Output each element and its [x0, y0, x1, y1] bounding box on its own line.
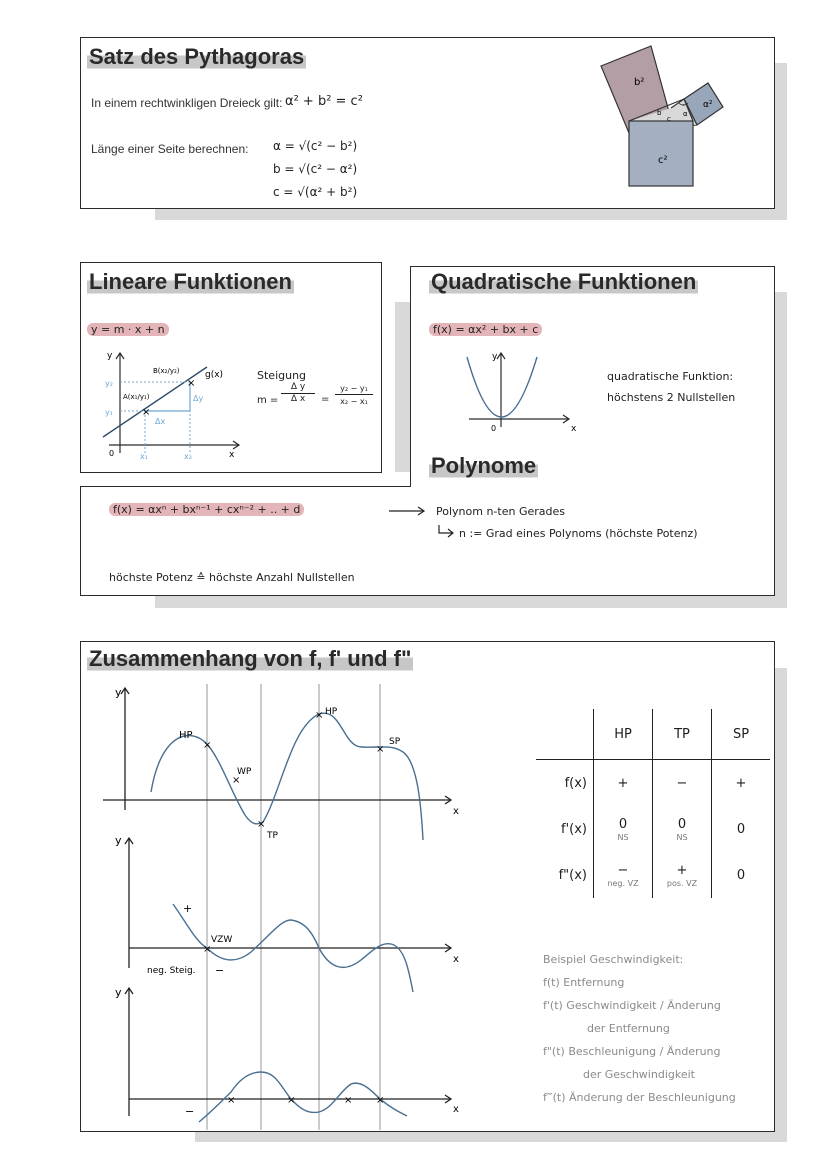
row-label-f: f(x)	[536, 760, 594, 807]
side-length-label: Länge einer Seite berechnen:	[91, 142, 249, 156]
linear-graph	[95, 349, 245, 461]
delta-x-label: Δx	[155, 417, 166, 426]
x-label-3: x	[453, 1104, 459, 1115]
origin-label: 0	[109, 449, 115, 458]
example-line: f"(t) Beschleunigung / Änderung	[543, 1045, 721, 1058]
polynome-bottom-text: höchste Potenz ≙ höchste Anzahl Nullstellen	[109, 571, 355, 584]
cell-sub: neg. VZ	[607, 878, 639, 888]
cell-sub: pos. VZ	[666, 878, 698, 888]
point-a-label: A(x₁/y₁)	[123, 393, 150, 401]
label-a: α	[683, 110, 688, 118]
row-label-f-double-prime: f"(x)	[536, 852, 594, 898]
y2-label: y₂	[105, 379, 113, 388]
pythagoras-statement: In einem rechtwinkligen Dreieck gilt:	[91, 96, 283, 110]
cell: +	[617, 775, 629, 791]
cell: 0	[618, 816, 628, 832]
table-row	[536, 852, 770, 898]
cell: +	[735, 775, 747, 791]
label-c2: c²	[658, 155, 668, 166]
label-minus-2: −	[185, 1105, 195, 1118]
svg-text:×: ×	[287, 1095, 296, 1106]
x-label-2: x	[453, 954, 459, 965]
fraction-delta-den: Δ x	[290, 394, 306, 404]
pythagoras-figure	[596, 41, 756, 191]
example-title: Beispiel Geschwindigkeit:	[543, 953, 684, 966]
svg-text:×: ×	[187, 378, 196, 389]
fraction-coords-den: x₂ − x₁	[340, 397, 368, 406]
table-row	[536, 806, 770, 852]
polynome-degree-text: Polynom n-ten Gerades	[436, 505, 565, 518]
polynome-definition: n := Grad eines Polynoms (höchste Potenz)	[459, 527, 698, 540]
x2-label: x₂	[184, 452, 192, 461]
quadratic-title: Quadratische Funktionen	[431, 269, 697, 294]
zusammenhang-box	[80, 641, 775, 1132]
label-a2: α²	[703, 100, 713, 110]
polynome-title: Polynome	[431, 453, 537, 478]
linear-box	[80, 262, 382, 473]
example-line: f‴(t) Änderung der Beschleunigung	[543, 1091, 736, 1104]
example-line: f'(t) Geschwindigkeit / Änderung	[543, 999, 721, 1012]
equals-sign: =	[321, 394, 330, 405]
example-block	[543, 948, 736, 1109]
cell: −	[617, 862, 629, 878]
sign-table	[536, 709, 770, 898]
svg-text:×: ×	[142, 407, 151, 418]
label-b2: b²	[634, 77, 645, 88]
y-label-1: y	[115, 686, 122, 699]
cell: +	[676, 862, 688, 878]
label-vzw: VZW	[211, 935, 233, 945]
svg-text:×: ×	[376, 1095, 385, 1106]
arrow-icon	[387, 504, 427, 518]
steigung-m: m =	[257, 395, 279, 406]
x1-label: x₁	[140, 452, 148, 461]
svg-text:×: ×	[203, 944, 212, 955]
formula-b: b = √(c² − α²)	[273, 162, 358, 176]
pythagoras-box	[80, 37, 775, 209]
example-line: der Geschwindigkeit	[583, 1068, 695, 1081]
y1-label: y₁	[105, 408, 113, 417]
label-hp-1: HP	[179, 730, 193, 741]
zusammenhang-title: Zusammenhang von f, f' und f"	[89, 646, 412, 671]
cell-sub: NS	[676, 832, 688, 842]
label-minus-1: −	[215, 964, 225, 977]
linear-title: Lineare Funktionen	[89, 269, 292, 294]
label-neg-steig: neg. Steig.	[147, 966, 196, 976]
row-label-f-prime: f'(x)	[536, 806, 594, 852]
label-plus: +	[183, 902, 193, 915]
quadratic-formula: f(x) = αx² + bx + c	[429, 323, 542, 336]
fraction-coords-num: y₂ − y₁	[335, 384, 373, 395]
origin-label: 0	[491, 424, 497, 433]
y-label-2: y	[115, 834, 122, 847]
y-axis-label: y	[107, 351, 113, 361]
svg-text:×: ×	[315, 710, 324, 721]
x-axis-label: x	[229, 450, 235, 460]
x-label-1: x	[453, 806, 459, 817]
steigung-label: Steigung	[257, 369, 307, 382]
header-tp: TP	[653, 709, 712, 760]
fraction-delta	[281, 382, 315, 404]
svg-text:×: ×	[344, 1095, 353, 1106]
pythagoras-formula: α² + b² = c²	[285, 94, 363, 109]
delta-y-label: Δy	[193, 394, 204, 403]
parabola-graph	[459, 347, 579, 437]
cell: 0	[736, 867, 746, 883]
example-line: der Entfernung	[587, 1022, 670, 1035]
linear-formula: y = m · x + n	[87, 323, 169, 336]
label-wp: WP	[237, 767, 252, 777]
svg-text:×: ×	[203, 740, 212, 751]
label-c: c	[667, 115, 671, 123]
x-axis-label: x	[571, 424, 577, 434]
polynome-box	[80, 486, 775, 596]
table-row	[536, 760, 770, 807]
fraction-delta-num: Δ y	[281, 382, 315, 394]
cell: 0	[736, 821, 746, 837]
svg-text:×: ×	[232, 775, 241, 786]
svg-text:×: ×	[257, 819, 266, 830]
svg-text:×: ×	[227, 1095, 236, 1106]
function-label: g(x)	[205, 370, 224, 380]
y-label-3: y	[115, 986, 122, 999]
cell: −	[676, 775, 688, 791]
y-axis-label: y	[492, 352, 498, 362]
cell-sub: NS	[617, 832, 629, 842]
label-hp-2: HP	[325, 707, 338, 717]
fraction-coords	[335, 384, 373, 406]
svg-text:×: ×	[376, 744, 385, 755]
polynome-formula: f(x) = αxⁿ + bxⁿ⁻¹ + cxⁿ⁻² + .. + d	[109, 503, 304, 516]
label-sp: SP	[389, 737, 401, 747]
quadratic-note-2: höchstens 2 Nullstellen	[607, 391, 736, 404]
derivative-graphs	[81, 672, 481, 1132]
header-sp: SP	[712, 709, 771, 760]
parabola-curve	[467, 357, 537, 417]
point-b-label: B(x₂/y₂)	[153, 367, 180, 375]
header-hp: HP	[594, 709, 653, 760]
square-c2	[629, 121, 693, 186]
corner-arrow-icon	[436, 524, 456, 538]
quadratic-shadow	[775, 292, 787, 604]
quadratic-note-1: quadratische Funktion:	[607, 370, 734, 383]
cell: 0	[677, 816, 687, 832]
pythagoras-title: Satz des Pythagoras	[89, 44, 305, 69]
polynome-shadow	[155, 594, 787, 608]
example-line: f(t) Entfernung	[543, 976, 625, 989]
label-b: b	[657, 109, 662, 117]
formula-a: α = √(c² − b²)	[273, 139, 358, 153]
formula-c: c = √(α² + b²)	[273, 185, 358, 199]
label-tp: TP	[267, 831, 278, 841]
table-corner	[536, 709, 594, 760]
